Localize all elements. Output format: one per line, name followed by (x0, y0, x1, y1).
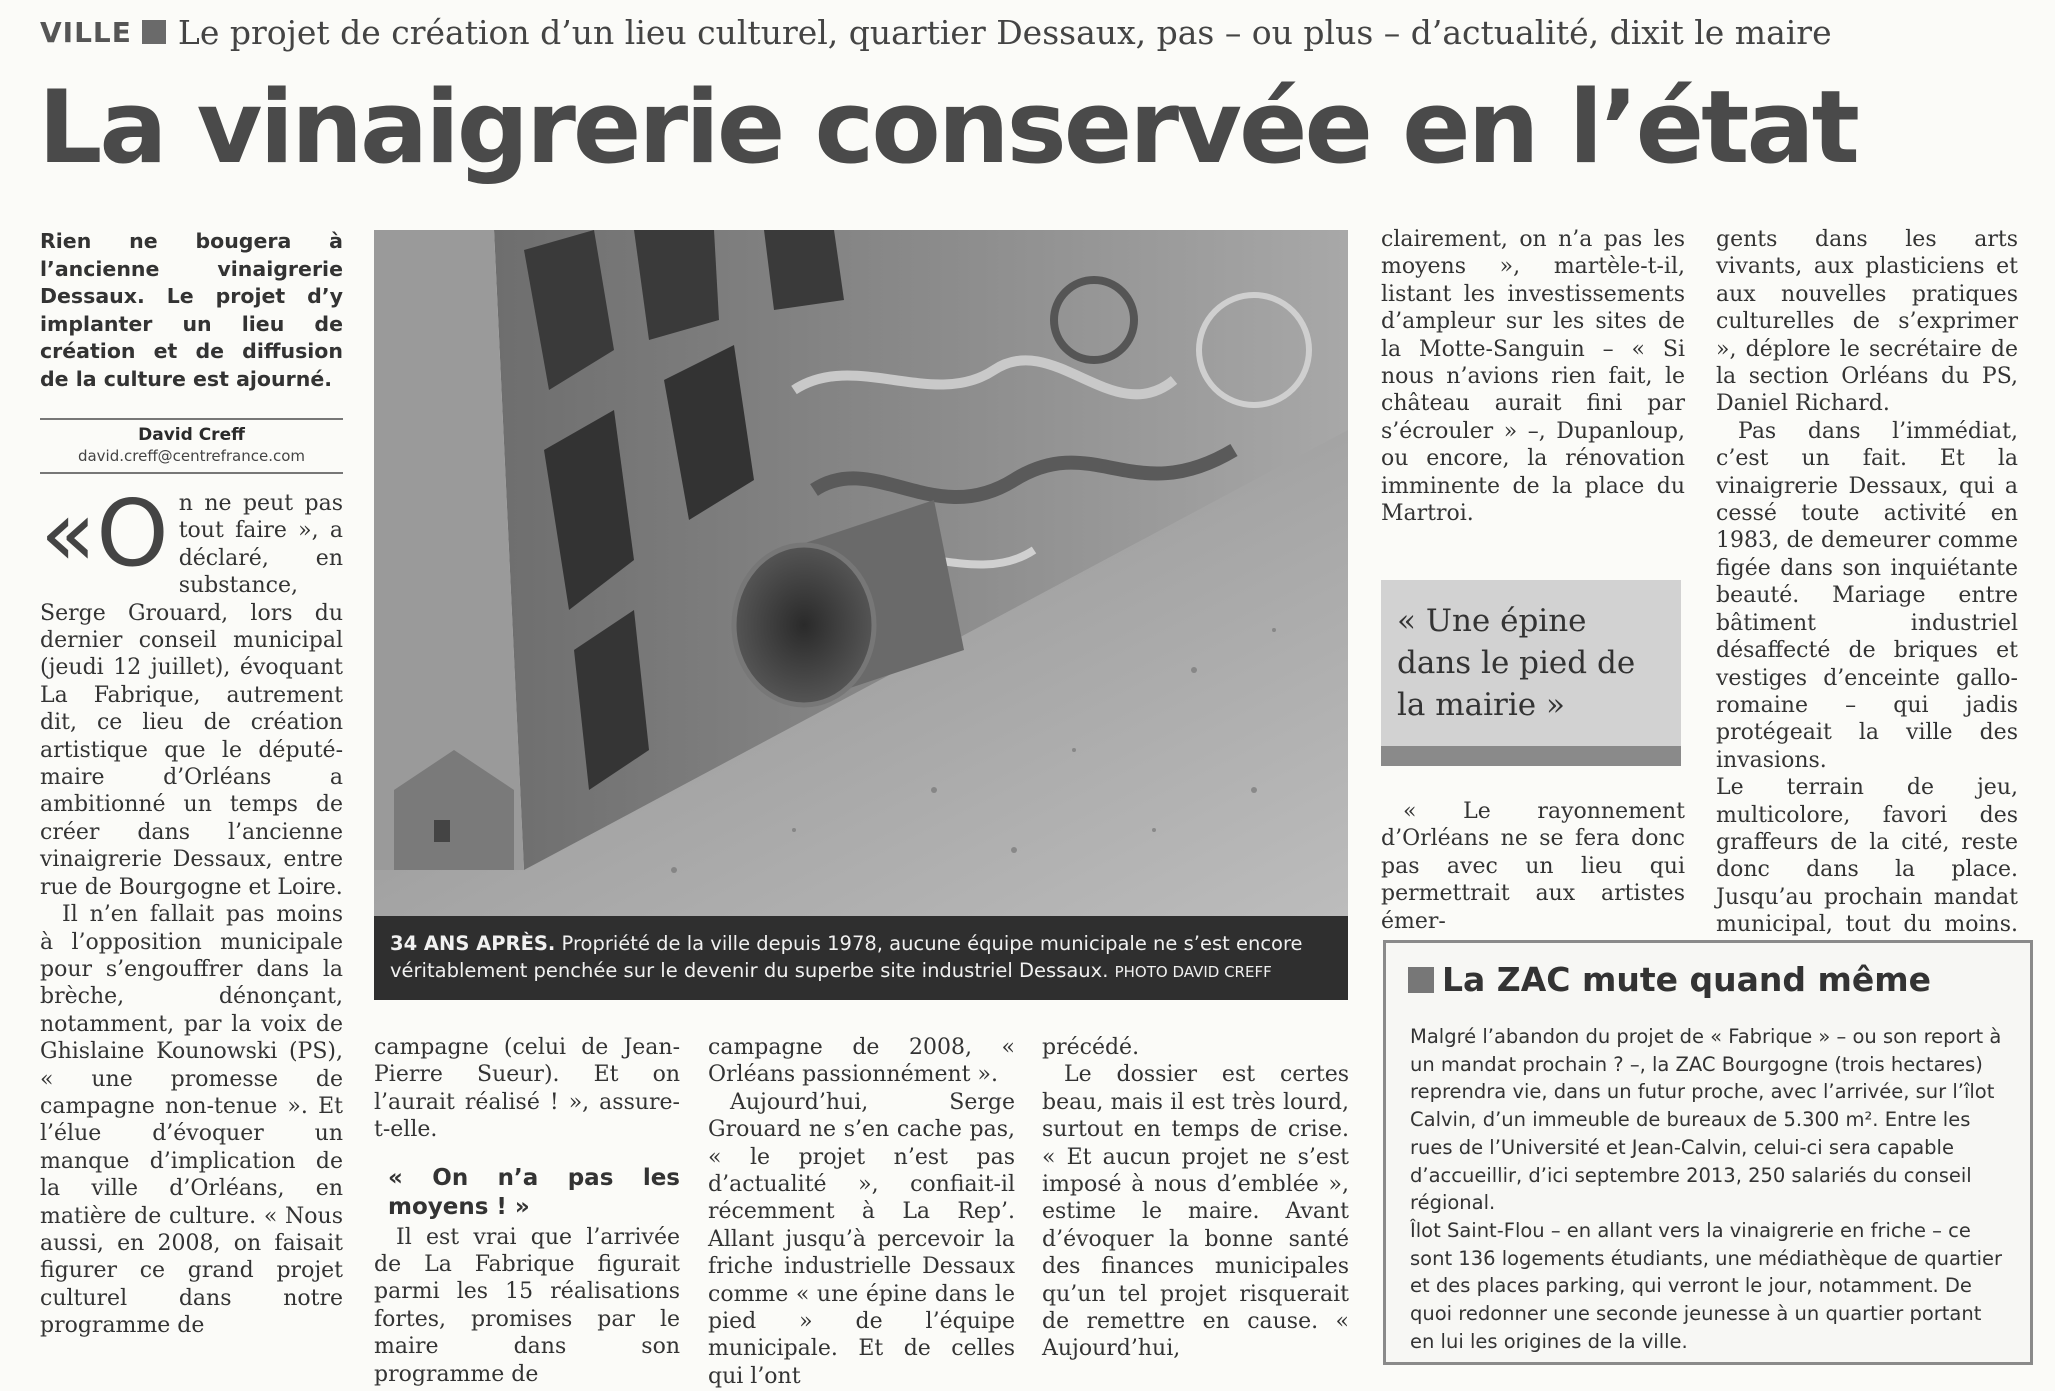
byline (40, 424, 343, 466)
sidebar-box-title: La ZAC mute quand même (1408, 961, 1931, 999)
subheading: « On n’a pas les moyens ! » (388, 1164, 680, 1220)
pull-quote (1381, 580, 1681, 766)
kicker (40, 8, 2030, 56)
paragraph: Aujourd’hui, Serge Grouard ne s’en cache pas, « le projet n’est pas d’actualité », confiait-il récemment à La Rep’. Allant jusqu’à percevoir la friche industrielle Dessaux comme « une épine dans le pied » de l’équipe municipale. Et de celles qui l’ont (708, 1089, 1015, 1389)
photo-caption (374, 916, 1348, 1000)
paragraph: campagne de 2008, « Orléans passionnément ». (708, 1035, 1015, 1088)
square-bullet-icon (142, 20, 166, 44)
paragraph: précédé. (1042, 1035, 1140, 1060)
drop-cap: «O (40, 480, 169, 587)
author-email: david.creff@centrefrance.com (77, 447, 306, 465)
column-3 (708, 1034, 1015, 1390)
byline-bottom-rule (40, 472, 343, 474)
column-4 (1042, 1034, 1349, 1363)
paragraph: «On ne peut pas tout faire », a déclaré, en substance, Serge Grouard, lors du dernier conseil municipal (jeudi 12 juillet), évoquant La Fabrique, autrement dit, ce lieu de création artistique que le député-maire d’Orléans a ambitionné un temps de créer dans l’ancienne vinaigrerie Dessaux, entre rue de Bourgogne et Loire. (40, 480, 343, 900)
author-name: David Creff (138, 425, 245, 445)
pull-quote-text: « Une épine dans le pied de la mairie » (1397, 603, 1636, 723)
photo-credit: PHOTO DAVID CREFF (1114, 963, 1272, 981)
vinaigrerie-building-photo (374, 230, 1348, 916)
column-1 (40, 480, 343, 1340)
column-5-bottom (1381, 798, 1685, 935)
section-tag: VILLE (40, 15, 132, 49)
paragraph: Le dossier est certes beau, mais il est très lourd, surtout en temps de crise. « Et aucun projet ne s’est imposé à nous d’emblée », estime le maire. Avant d’évoquer la bonne santé des finances municipales qu’un tel projet risquerait de remettre en cause. « Aujourd’hui, (1042, 1062, 1349, 1362)
caption-lead: 34 ANS APRÈS. (390, 932, 556, 955)
column-2 (374, 1034, 680, 1388)
column-6 (1716, 226, 2018, 966)
caption-text: Propriété de la ville depuis 1978, aucune équipe municipale ne s’est encore véritablement penchée sur le devenir du superbe site industriel Dessaux. (390, 932, 1303, 982)
sidebar-box (1383, 940, 2033, 1365)
paragraph: campagne (celui de Jean-Pierre Sueur). Et on l’aurait réalisé ! », assure-t-elle. (374, 1035, 680, 1143)
paragraph: Îlot Saint-Flou – en allant vers la vinaigrerie en friche – ce sont 136 logements étudiants, une médiathèque de quartier et des places parking, qui verront le jour, notamment. De quoi redonner une seconde jeunesse à un quartier portant en lui les origines de la ville. (1410, 1218, 2003, 1353)
paragraph: gents dans les arts vivants, aux plasticiens et aux nouvelles pratiques culturelles de s’exprimer », déplore le secrétaire de la section Orléans du PS, Daniel Richard. (1716, 227, 2018, 417)
kicker-text: Le projet de création d’un lieu culturel, quartier Dessaux, pas – ou plus – d’actualité, dixit le maire (177, 12, 1832, 52)
paragraph: Malgré l’abandon du projet de « Fabrique » – ou son report à un mandat prochain ? –, la ZAC Bourgogne (trois hectares) reprendra vie, dans un futur proche, avec l’arrivée, sur l’îlot Calvin, d’un immeuble de bureaux de 5.300 m². Entre les rues de l’Université et Jean-Calvin, celui-ci sera capable d’accueillir, d’ici septembre 2013, 250 salariés du conseil régional. (1410, 1025, 2002, 1215)
square-bullet-icon (1408, 967, 1434, 993)
paragraph: « Le rayonnement d’Orléans ne se fera donc pas avec un lieu qui permettrait aux artistes émer- (1381, 799, 1685, 934)
paragraph: clairement, on n’a pas les moyens », martèle-t-il, listant les investissements d’ampleur sur les sites de la Motte-Sanguin – « Si nous n’avions rien fait, le château aurait fini par s’écrouler » –, Dupanloup, ou encore, la rénovation imminente de la place du Martroi. (1381, 227, 1685, 527)
paragraph: Le terrain de jeu, multicolore, favori des graffeurs de la cité, reste donc dans la place. Jusqu’au prochain mandat municipal, tout du moins. (1716, 774, 2018, 966)
byline-top-rule (40, 418, 343, 420)
article-photo (374, 230, 1348, 1000)
paragraph: Il n’en fallait pas moins à l’opposition municipale pour s’engouffrer dans la brèche, dénonçant, notamment, par la voix de Ghislaine Kounowski (PS), « une promesse de campagne non-tenue ». Et l’élue d’évoquer un manque d’implication de la ville d’Orléans, en matière de culture. « Nous aussi, en 2008, on faisait figurer ce grand projet culturel dans notre programme de (40, 902, 343, 1339)
column-5-top (1381, 226, 1685, 527)
lede: Rien ne bougera à l’ancienne vinaigrerie Dessaux. Le projet d’y implanter un lieu de création et de diffusion de la culture est ajourné. (40, 229, 343, 391)
paragraph: Pas dans l’immédiat, c’est un fait. Et la vinaigrerie Dessaux, qui a cessé toute activité en 1983, de demeurer comme figée dans son inquiétante beauté. Mariage entre bâtiment industriel désaffecté de briques et vestiges d’enceinte gallo-romaine – qui jadis protégeait la ville des invasions. (1716, 418, 2018, 773)
sidebar-box-body (1410, 1023, 2008, 1355)
headline: La vinaigrerie conservée en l’état (38, 68, 1857, 186)
pull-quote-bar (1381, 746, 1681, 766)
paragraph: Il est vrai que l’arrivée de La Fabrique figurait parmi les 15 réalisations fortes, promises par le maire dans son programme de (374, 1224, 680, 1387)
